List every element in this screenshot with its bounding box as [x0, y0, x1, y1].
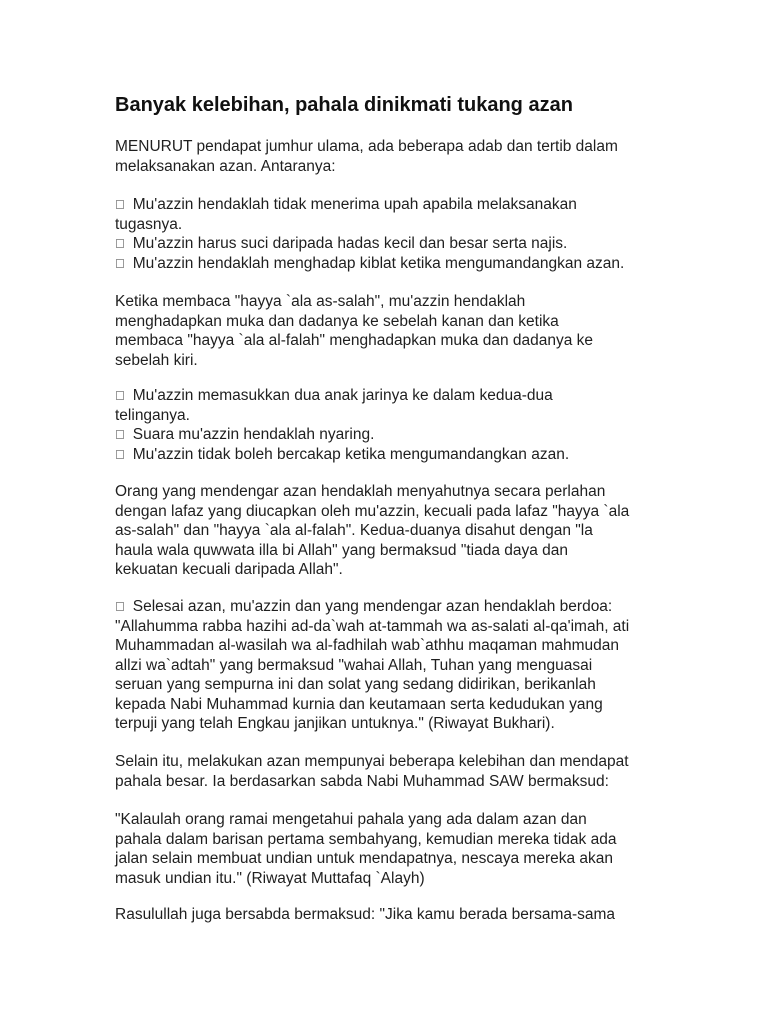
text-line: kepada Nabi Muhammad kurnia dan keutamaan serta kedudukan yang — [115, 695, 603, 713]
text-line: Rasulullah juga bersabda bermaksud: "Jika kamu berada bersama-sama — [115, 906, 616, 923]
list-item-text: Suara mu'azzin hendaklah nyaring. — [123, 426, 365, 443]
paragraph-kelebihan — [115, 752, 675, 791]
list-item-continuation: telinganya. — [115, 406, 190, 424]
bullet-doa — [115, 597, 675, 734]
text-line: sebelah kiri. — [115, 351, 198, 369]
list-item-text: Mu'azzin harus suci daripada hadas kecil dan besar serta najis. — [123, 235, 558, 252]
bullet-icon — [115, 388, 125, 403]
list-item-text: Mu'azzin tidak boleh bercakap ketika mengumandangkan azan. — [123, 445, 560, 463]
list-item-text: Mu'azzin memasukkan dua anak jarinya ke dalam kedua-dua — [123, 387, 543, 404]
list-item-continuation: tugasnya. — [115, 215, 183, 233]
text-line: kekuatan kecuali daripada Allah". — [115, 561, 343, 578]
text-line: haula wala quwwata illa bi Allah" yang bermaksud "tiada daya dan — [115, 541, 569, 559]
text-line: membaca "hayya `ala al-falah" menghadapkan muka dan dadanya ke — [115, 332, 594, 349]
paragraph-hayya — [115, 292, 675, 370]
paragraph-hadith-1 — [115, 810, 675, 888]
list-item-text: Mu'azzin hendaklah menghadap kiblat ketika mengumandangkan azan. — [123, 254, 615, 272]
text-line: Muhammadan al-wasilah wa al-fadhilah wab`athhu maqaman mahmudan — [115, 637, 620, 654]
article-title: Banyak kelebihan, pahala dinikmati tukang azan — [115, 94, 573, 116]
paragraph-intro — [115, 137, 675, 176]
text-line: pahala dalam barisan pertama sembahyang, kemudian mereka tidak ada — [115, 830, 617, 848]
bullet-list-adab-1 — [115, 195, 675, 273]
text-line: masuk undian itu." (Riwayat Muttafaq `Alayh) — [115, 869, 425, 887]
text-line: menghadapkan muka dan dadanya ke sebelah kanan dan ketika — [115, 312, 559, 330]
list-item-text: Mu'azzin hendaklah tidak menerima upah apabila melaksanakan — [123, 196, 568, 213]
text-line: terpuji yang telah Engkau janjikan untuknya." (Riwayat Bukhari). — [115, 715, 555, 732]
list-item — [115, 254, 675, 274]
text-line: dengan lafaz yang diucapkan oleh mu'azzin, kecuali pada lafaz "hayya `ala — [115, 502, 630, 520]
text-line: pahala besar. Ia berdasarkan sabda Nabi Muhammad SAW bermaksud: — [115, 772, 609, 790]
list-item — [115, 195, 675, 215]
bullet-icon — [115, 197, 125, 212]
list-item — [115, 445, 675, 465]
bullet-icon — [115, 599, 125, 614]
bullet-icon — [115, 447, 125, 462]
text-line: Ketika membaca "hayya `ala as-salah", mu'azzin hendaklah — [115, 293, 526, 310]
list-item — [115, 425, 675, 445]
text-line: "Kalaulah orang ramai mengetahui pahala yang ada dalam azan dan — [115, 811, 587, 828]
text-line: as-salah" dan "hayya `ala al-falah". Kedua-duanya disahut dengan "la — [115, 522, 593, 539]
text-line: "Allahumma rabba hazihi ad-da`wah at-tammah wa as-salati al-qa'imah, ati — [115, 617, 630, 635]
list-item — [115, 386, 675, 406]
bullet-list-adab-2 — [115, 386, 675, 464]
list-item-text: Selesai azan, mu'azzin dan yang mendengar azan hendaklah berdoa: — [123, 598, 603, 615]
text-line: MENURUT pendapat jumhur ulama, ada beberapa adab dan tertib dalam — [115, 138, 618, 155]
paragraph-hadith-2 — [115, 905, 675, 925]
bullet-icon — [115, 256, 125, 271]
text-line: seruan yang sempurna ini dan solat yang sedang didirikan, berikanlah — [115, 676, 596, 693]
text-line: jalan selain membuat undian untuk mendapatnya, nescaya mereka akan — [115, 850, 614, 867]
text-line: melaksanakan azan. Antaranya: — [115, 157, 336, 175]
list-item — [115, 234, 675, 254]
list-item — [115, 597, 675, 617]
bullet-icon — [115, 236, 125, 251]
paragraph-response — [115, 482, 675, 580]
text-line: Selain itu, melakukan azan mempunyai beberapa kelebihan dan mendapat — [115, 753, 629, 770]
bullet-icon — [115, 427, 125, 442]
text-line: allzi wa`adtah" yang bermaksud "wahai Allah, Tuhan yang menguasai — [115, 656, 593, 674]
text-line: Orang yang mendengar azan hendaklah menyahutnya secara perlahan — [115, 483, 606, 500]
